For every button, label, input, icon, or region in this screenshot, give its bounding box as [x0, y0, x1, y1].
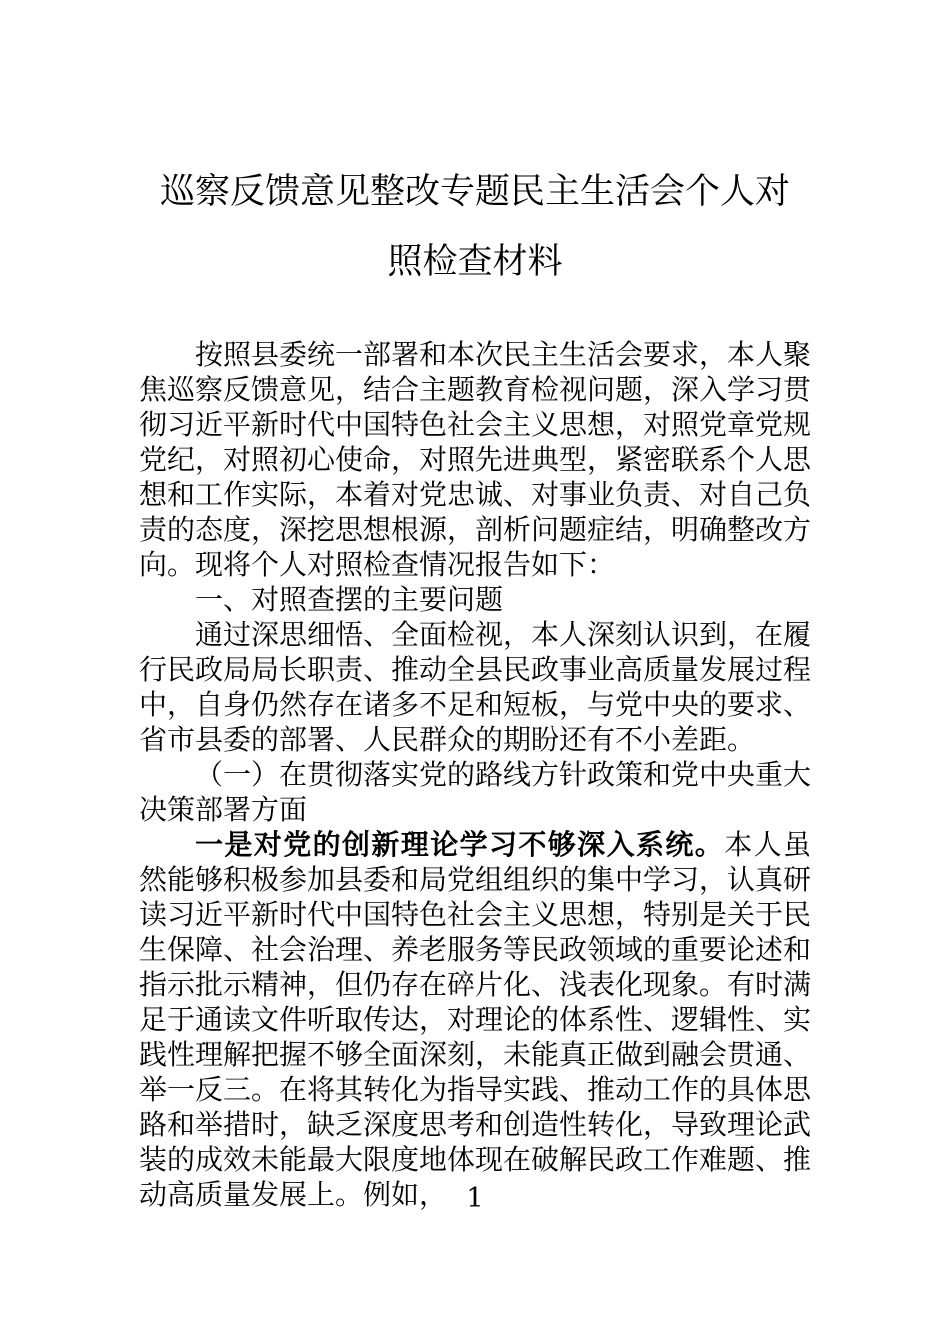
page-number: 1	[466, 1183, 484, 1214]
paragraph-intro: 按照县委统一部署和本次民主生活会要求，本人聚焦巡察反馈意见，结合主题教育检视问题，深入学习贯彻习近平新时代中国特色社会主义思想，对照党章党规党纪，对照初心使命，对照先进典型，紧密联系个人思想和工作实际，本着对党忠诚、对事业负责、对自己负责的态度，深挖思想根源，剖析问题症结，明确整改方向。现将个人对照检查情况报告如下：	[139, 339, 812, 580]
document-title: 巡察反馈意见整改专题民主生活会个人对照检查材料	[159, 172, 790, 281]
paragraph-overview: 通过深思细悟、全面检视，本人深刻认识到，在履行民政局局长职责、推动全县民政事业高质量发展过程中，自身仍然存在诸多不足和短板，与党中央的要求、省市县委的部署、人民群众的期盼还有不小差距。	[139, 619, 812, 755]
document-body	[139, 337, 811, 1212]
bold-lead-sentence: 一是对党的创新理论学习不够深入系统。	[195, 829, 725, 860]
paragraph-issue-1	[139, 827, 811, 1212]
paragraph-issue-1-body: 本人虽然能够积极参加县委和局党组组织的集中学习，认真研读习近平新时代中国特色社会主义思想，特别是关于民生保障、社会治理、养老服务等民政领域的重要论述和指示批示精神，但仍存在碎片化、浅表化现象。有时满足于通读文件听取传达，对理论的体系性、逻辑性、实践性理解把握不够全面深刻，未能真正做到融会贯通、举一反三。在将其转化为指导实践、推动工作的具体思路和举措时，缺乏深度思考和创造性转化，导致理论武装的成效未能最大限度地体现在破解民政工作难题、推动高质量发展上。例如，	[139, 829, 812, 1210]
paragraph-subsection-heading-1: （一）在贯彻落实党的路线方针政策和党中央重大决策部署方面	[139, 759, 812, 825]
paragraph-section-heading-1: 一、对照查摆的主要问题	[195, 584, 504, 615]
